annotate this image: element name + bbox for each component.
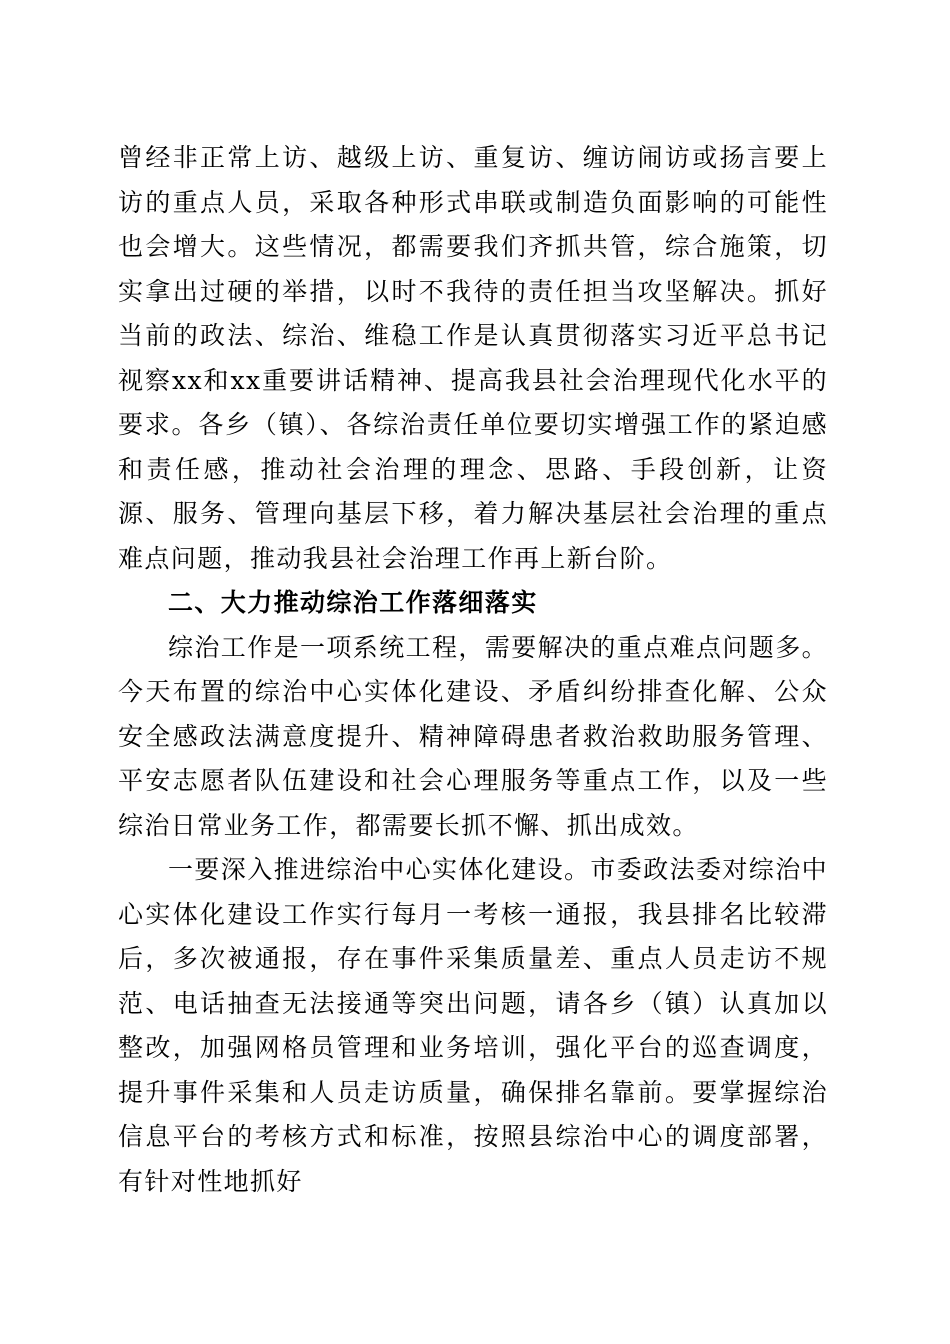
paragraph-continued: 曾经非正常上访、越级上访、重复访、缠访闹访或扬言要上访的重点人员，采取各种形式串联或制造负面影响的可能性也会增大。这些情况，都需要我们齐抓共管，综合施策，切实拿出过硬的举措，以时不我待的责任担当攻坚解决。抓好当前的政法、综治、维稳工作是认真贯彻落实习近平总书记视察xx和xx重要讲话精神、提高我县社会治理现代化水平的要求。各乡（镇）、各综治责任单位要切实增强工作的紧迫感和责任感，推动社会治理的理念、思路、手段创新，让资源、服务、管理向基层下移，着力解决基层社会治理的重点难点问题，推动我县社会治理工作再上新台阶。 (118, 143, 828, 573)
paragraph-point-one: 一要深入推进综治中心实体化建设。市委政法委对综治中心实体化建设工作实行每月一考核一通报，我县排名比较滞后，多次被通报，存在事件采集质量差、重点人员走访不规范、电话抽查无法接通等突出问题，请各乡（镇）认真加以整改，加强网格员管理和业务培训，强化平台的巡查调度，提升事件采集和人员走访质量，确保排名靠前。要掌握综治信息平台的考核方式和标准，按照县综治中心的调度部署，有针对性地抓好 (118, 855, 829, 1196)
paragraph-intro: 综治工作是一项系统工程，需要解决的重点难点问题多。今天布置的综治中心实体化建设、矛盾纠纷排查化解、公众安全感政法满意度提升、精神障碍患者救治救助服务管理、平安志愿者队伍建设和社会心理服务等重点工作，以及一些综治日常业务工作，都需要长抓不懈、抓出成效。 (118, 632, 829, 840)
section-heading: 二、大力推动综治工作落细落实 (168, 588, 538, 617)
document-body (118, 136, 828, 1204)
